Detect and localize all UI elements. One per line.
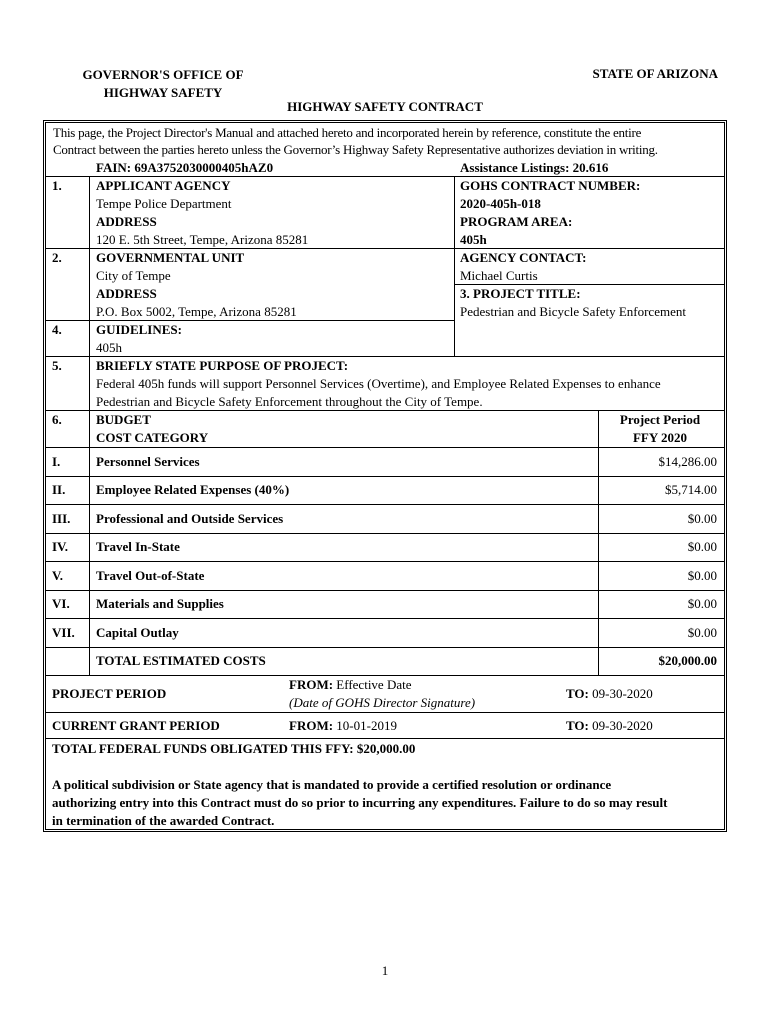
project-title-value: Pedestrian and Bicycle Safety Enforcement [460, 304, 686, 319]
current-grant-to-label: TO: [566, 718, 589, 733]
current-grant-to-value: 09-30-2020 [592, 718, 653, 733]
budget-row-label: Materials and Supplies [96, 596, 224, 611]
budget-row-amount: $14,286.00 [658, 454, 717, 469]
applicant-address-label: ADDRESS [96, 214, 157, 229]
budget-row-amount: $5,714.00 [665, 482, 717, 497]
document-title: HIGHWAY SAFETY CONTRACT [287, 99, 483, 114]
budget-row-number: V. [52, 568, 63, 583]
contract-number-label: GOHS CONTRACT NUMBER: [460, 178, 641, 193]
current-grant-from-label: FROM: [289, 718, 334, 733]
agency-contact-label: AGENCY CONTACT: [460, 250, 587, 265]
current-grant-period-label: CURRENT GRANT PERIOD [52, 718, 220, 733]
divider [46, 476, 724, 477]
program-area-label: PROGRAM AREA: [460, 214, 573, 229]
divider [46, 712, 724, 713]
column-divider [598, 410, 599, 675]
budget-row-label: Capital Outlay [96, 625, 179, 640]
section-5-number: 5. [52, 358, 62, 373]
budget-label: BUDGET [96, 412, 151, 427]
current-grant-from-value: 10-01-2019 [336, 718, 397, 733]
project-period-from-note: (Date of GOHS Director Signature) [289, 695, 476, 710]
divider [46, 561, 724, 562]
section-6-number: 6. [52, 412, 62, 427]
budget-row-number: IV. [52, 539, 69, 554]
column-divider [89, 176, 90, 675]
current-grant-from [289, 717, 397, 735]
agency-contact-value: Michael Curtis [460, 268, 538, 283]
divider [46, 738, 724, 739]
project-period-to-value: 09-30-2020 [592, 686, 653, 701]
budget-row-amount: $0.00 [687, 539, 717, 554]
project-period-to [566, 685, 653, 703]
office-name-line1: GOVERNOR'S OFFICE OF [82, 67, 244, 82]
divider [46, 504, 724, 505]
divider [46, 618, 724, 619]
governmental-address-value: P.O. Box 5002, Tempe, Arizona 85281 [96, 304, 297, 319]
fain: FAIN: 69A3752030000405hAZ0 [96, 160, 274, 175]
total-estimated-costs-amount: $20,000.00 [658, 653, 717, 668]
budget-row-number: VI. [52, 596, 70, 611]
budget-row-amount: $0.00 [687, 511, 717, 526]
program-area-value: 405h [460, 232, 487, 247]
guidelines-value: 405h [96, 340, 122, 355]
governmental-address-label: ADDRESS [96, 286, 157, 301]
divider [46, 647, 724, 648]
budget-row-label: Personnel Services [96, 454, 200, 469]
applicant-address-value: 120 E. 5th Street, Tempe, Arizona 85281 [96, 232, 309, 247]
divider [46, 533, 724, 534]
page-number: 1 [381, 963, 389, 978]
budget-row-label: Employee Related Expenses (40%) [96, 482, 290, 497]
notice-line3: in termination of the awarded Contract. [52, 813, 275, 828]
total-federal-funds: TOTAL FEDERAL FUNDS OBLIGATED THIS FFY: $20,000.00 [52, 741, 416, 756]
budget-row-label: Travel In-State [96, 539, 180, 554]
budget-row-label: Professional and Outside Services [96, 511, 284, 526]
budget-row-number: VII. [52, 625, 75, 640]
budget-row-amount: $0.00 [687, 625, 717, 640]
purpose-line2: Pedestrian and Bicycle Safety Enforcement throughout the City of Tempe. [96, 394, 483, 409]
budget-row-number: III. [52, 511, 71, 526]
purpose-line1: Federal 405h funds will support Personnel Services (Overtime), and Employee Related Expenses to enhance [96, 376, 661, 391]
notice-line2: authorizing entry into this Contract must do so prior to incurring any expenditures. Failure to do so may result [52, 795, 668, 810]
project-title-label: 3. PROJECT TITLE: [460, 286, 581, 301]
contract-number-value: 2020-405h-018 [460, 196, 541, 211]
section-4-number: 4. [52, 322, 62, 337]
column-divider [454, 176, 455, 356]
intro-line2: Contract between the parties hereto unless the Governor’s Highway Safety Representative authorizes deviation in writing. [53, 142, 658, 157]
budget-row-number: II. [52, 482, 66, 497]
ffy-column-header: FFY 2020 [632, 430, 688, 445]
office-name-line2: HIGHWAY SAFETY [103, 85, 223, 100]
project-period-from-label: FROM: [289, 677, 334, 692]
section-2-number: 2. [52, 250, 62, 265]
intro-line1: This page, the Project Director's Manual and attached hereto and incorporated herein by reference, constitute the entire [53, 125, 642, 140]
governmental-unit-value: City of Tempe [96, 268, 171, 283]
guidelines-label: GUIDELINES: [96, 322, 182, 337]
purpose-label: BRIEFLY STATE PURPOSE OF PROJECT: [96, 358, 349, 373]
applicant-agency-value: Tempe Police Department [96, 196, 232, 211]
project-period-label: PROJECT PERIOD [52, 686, 167, 701]
budget-row-label: Travel Out-of-State [96, 568, 205, 583]
assistance-listings: Assistance Listings: 20.616 [460, 160, 609, 175]
applicant-agency-label: APPLICANT AGENCY [96, 178, 231, 193]
cost-category-label: COST CATEGORY [96, 430, 209, 445]
budget-row-amount: $0.00 [687, 596, 717, 611]
project-period-column-header: Project Period [619, 412, 701, 427]
budget-row-number: I. [52, 454, 61, 469]
project-period-to-label: TO: [566, 686, 589, 701]
section-1-number: 1. [52, 178, 62, 193]
project-period-from [289, 676, 412, 694]
divider [46, 447, 724, 448]
project-period-from-value: Effective Date [336, 677, 412, 692]
state-name: STATE OF ARIZONA [592, 66, 718, 81]
total-estimated-costs-label: TOTAL ESTIMATED COSTS [96, 653, 266, 668]
notice-line1: A political subdivision or State agency that is mandated to provide a certified resolution or ordinance [52, 777, 612, 792]
divider [46, 590, 724, 591]
budget-row-amount: $0.00 [687, 568, 717, 583]
current-grant-to [566, 717, 653, 735]
governmental-unit-label: GOVERNMENTAL UNIT [96, 250, 245, 265]
office-name [68, 66, 258, 102]
